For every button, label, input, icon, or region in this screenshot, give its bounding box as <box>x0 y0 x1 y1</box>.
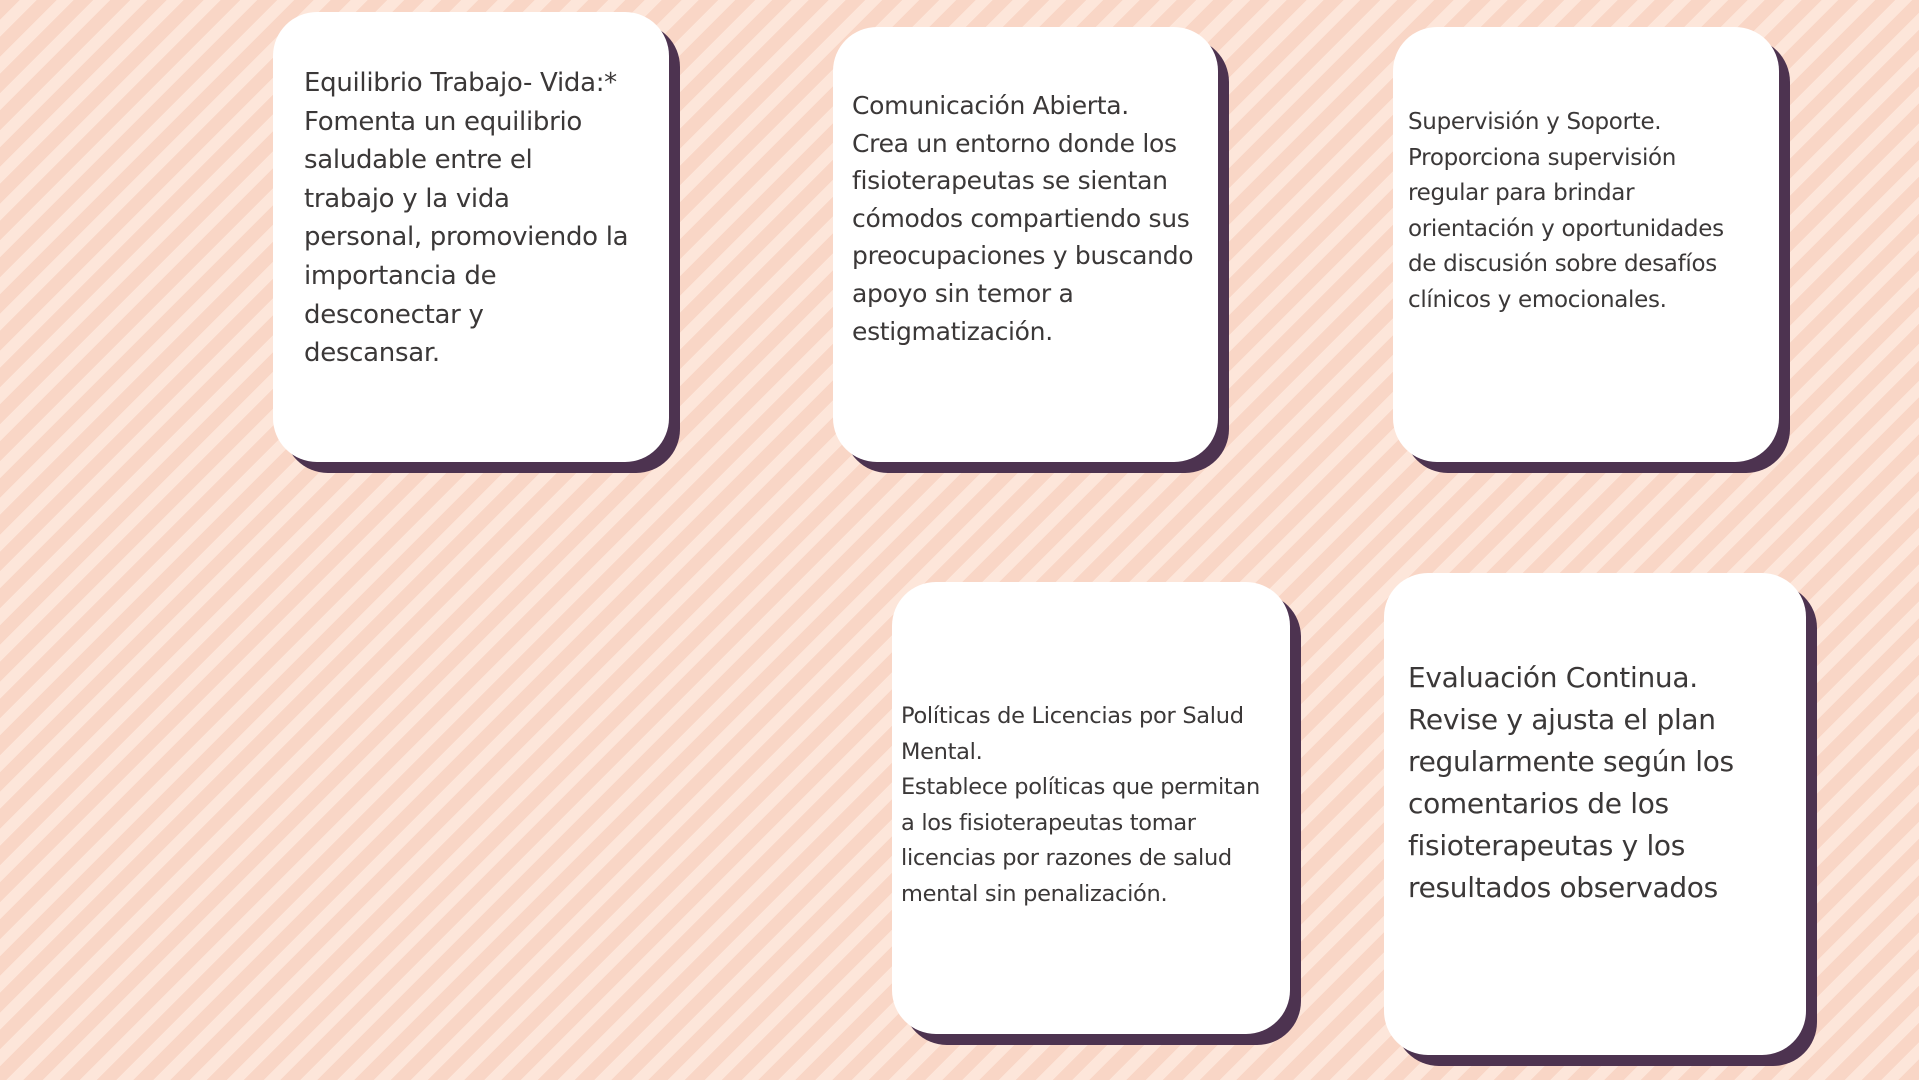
card-text: Equilibrio Trabajo- Vida:* Fomenta un equilibrio saludable entre el trabajo y la vida personal, promoviendo la importancia de desconectar y descansar. <box>304 68 629 369</box>
card-text: Políticas de Licencias por Salud Mental. Establece políticas que permitan a los fisioterapeutas tomar licencias por razones de salud mental sin penalización. <box>901 703 1260 907</box>
card-work-life-balance <box>273 12 669 462</box>
card-text: Evaluación Continua. Revise y ajusta el plan regularmente según los comentarios de los fisioterapeutas y los resultados observados <box>1408 661 1734 904</box>
card-text: Comunicación Abierta. Crea un entorno donde los fisioterapeutas se sientan cómodos compartiendo sus preocupaciones y buscando apoyo sin temor a estigmatización. <box>852 91 1194 346</box>
card-continuous-evaluation <box>1384 573 1806 1055</box>
card-mental-health-leave <box>892 582 1290 1034</box>
card-text: Supervisión y Soporte. Proporciona supervisión regular para brindar orientación y oportunidades de discusión sobre desafíos clínicos y emocionales. <box>1408 109 1724 313</box>
card-supervision-support <box>1393 27 1779 462</box>
card-open-communication <box>833 27 1218 462</box>
